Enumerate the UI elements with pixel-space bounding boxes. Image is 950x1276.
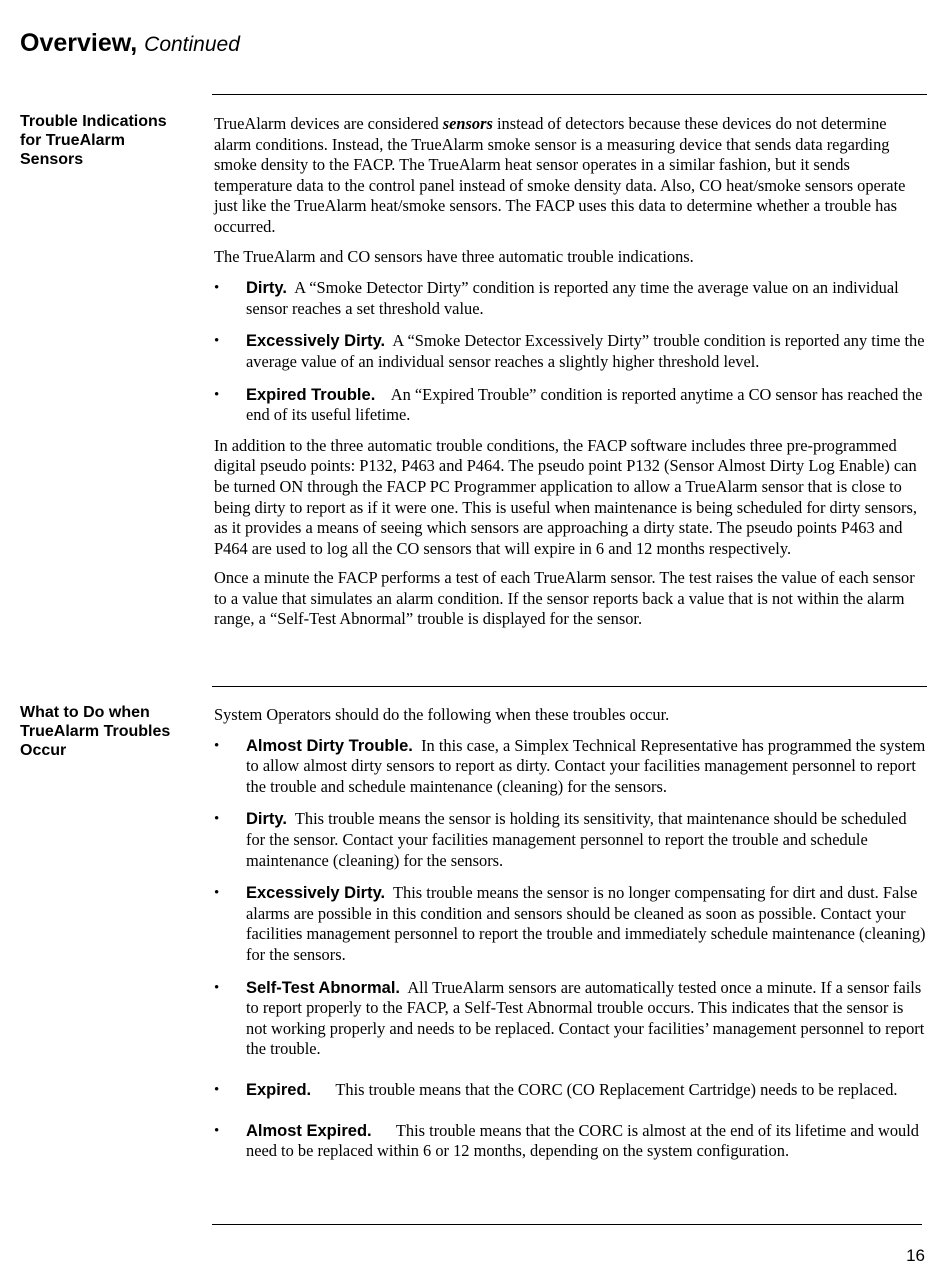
- bullet-icon: •: [214, 811, 220, 828]
- bullet-icon: •: [214, 885, 220, 902]
- section-heading-trouble-indications: Trouble Indications for TrueAlarm Sensors: [20, 113, 167, 168]
- item-text: A “Smoke Detector Dirty” condition is reported any time the average value on an individual sensor reaches a set threshold value.: [246, 278, 899, 318]
- term: Almost Expired.: [246, 1121, 372, 1140]
- footer-divider: [212, 1224, 922, 1225]
- list-item: [214, 1080, 926, 1101]
- bullet-icon: •: [214, 280, 220, 297]
- item-text: In this case, a Simplex Technical Representative has programmed the system to allow almost dirty sensors to report as dirty. Contact your facilities management personnel to report the trouble and schedule maintenance (cleaning) for the sensors.: [246, 735, 926, 796]
- paragraph: In addition to the three automatic trouble conditions, the FACP software includes three pre-programmed digital pseudo points: P132, P463 and P464. The pseudo point P132 (Sensor Almost Dirty Log Enable) can be turned ON through the FACP PC Programmer application to allow a TrueAlarm sensor that is close to being dirty to report as if it were one. This is useful when maintenance is being scheduled for dirty sensors, as it provides a means of seeing which sensors are approaching a dirty state. The pseudo points P463 and P464 are used to log all the CO sensors that will expire in 6 and 12 months respectively.: [214, 435, 917, 558]
- item-text: All TrueAlarm sensors are automatically tested once a minute. If a sensor fails to report properly to the FACP, a Self-Test Abnormal trouble occurs. This indicates that the sensor is not working properly and needs to be replaced. Contact your facilities’ management personnel to report the trouble.: [246, 977, 925, 1059]
- term: Self-Test Abnormal.: [246, 978, 401, 997]
- term: Almost Dirty Trouble.: [246, 736, 413, 755]
- list-item: [214, 1121, 926, 1162]
- bullet-icon: •: [214, 1081, 220, 1098]
- what-to-do-list: [214, 736, 926, 1162]
- section-body-trouble-indications: [214, 114, 926, 630]
- trouble-indications-list: [214, 278, 926, 426]
- section-heading-what-to-do: What to Do when TrueAlarm Troubles Occur: [20, 704, 171, 759]
- bullet-icon: •: [214, 737, 220, 754]
- list-item: [214, 978, 926, 1060]
- term: Excessively Dirty.: [246, 332, 386, 351]
- item-text: This trouble means the sensor is holding its sensitivity, that maintenance should be scheduled for the sensor. Contact your facilities management personnel to report the trouble and schedule maintenance (cleaning) for the sensors.: [246, 809, 907, 870]
- list-item: [214, 883, 926, 965]
- paragraph: The TrueAlarm and CO sensors have three automatic trouble indications.: [214, 246, 694, 266]
- bullet-icon: •: [214, 1122, 220, 1139]
- list-item: [214, 385, 926, 426]
- section-divider: [212, 94, 927, 95]
- intro-text-rest: instead of detectors because these devices do not determine alarm conditions. Instead, the TrueAlarm smoke sensor is a measuring device that sends data regarding smoke density to the FACP. The TrueAlarm heat sensor operates in a similar fashion, but it sends temperature data to the control panel instead of smoke density data. Also, CO heat/smoke sensors operate just like the TrueAlarm heat/smoke sensors. The FACP uses this data to determine whether a trouble has occurred.: [214, 114, 906, 236]
- term: Dirty.: [246, 810, 287, 829]
- item-text: This trouble means the sensor is no longer compensating for dirt and dust. False alarms are possible in this condition and sensors should be cleaned as soon as possible. Contact your facilities management personnel to report the trouble and immediately schedule maintenance (cleaning) for the sensors.: [246, 883, 926, 964]
- section-body-what-to-do: [214, 705, 926, 1162]
- intro-text-start: TrueAlarm devices are considered: [214, 114, 443, 133]
- list-item: [214, 278, 926, 319]
- term: Expired.: [246, 1080, 312, 1099]
- item-text: An “Expired Trouble” condition is reported anytime a CO sensor has reached the end of its useful lifetime.: [246, 384, 923, 425]
- intro-paragraph: System Operators should do the following when these troubles occur.: [214, 705, 670, 724]
- item-text: This trouble means that the CORC (CO Replacement Cartridge) needs to be replaced.: [335, 1079, 898, 1099]
- page-number: 16: [906, 1246, 925, 1265]
- term: Dirty.: [246, 279, 287, 298]
- page-title: [20, 26, 240, 62]
- list-item: [214, 736, 926, 798]
- bullet-icon: •: [214, 386, 220, 403]
- list-item: [214, 809, 926, 871]
- intro-paragraph: [214, 114, 926, 238]
- title-continued: Continued: [144, 33, 240, 56]
- item-text: This trouble means that the CORC is almost at the end of its lifetime and would need to be replaced within 6 or 12 months, depending on the system configuration.: [246, 1120, 919, 1161]
- title-main: Overview,: [20, 29, 138, 57]
- term: Expired Trouble.: [246, 385, 376, 404]
- emphasized-word: sensors: [442, 114, 493, 133]
- bullet-icon: •: [214, 333, 220, 350]
- item-text: A “Smoke Detector Excessively Dirty” trouble condition is reported any time the average value of an individual sensor reaches a slightly higher threshold level.: [246, 331, 925, 371]
- term: Excessively Dirty.: [246, 884, 386, 903]
- list-item: [214, 331, 926, 372]
- section-divider: [212, 686, 927, 687]
- paragraph: Once a minute the FACP performs a test of each TrueAlarm sensor. The test raises the value of each sensor to a value that simulates an alarm condition. If the sensor reports back a value that is not within the alarm range, a “Self-Test Abnormal” trouble is displayed for the sensor.: [214, 568, 915, 629]
- bullet-icon: •: [214, 979, 220, 996]
